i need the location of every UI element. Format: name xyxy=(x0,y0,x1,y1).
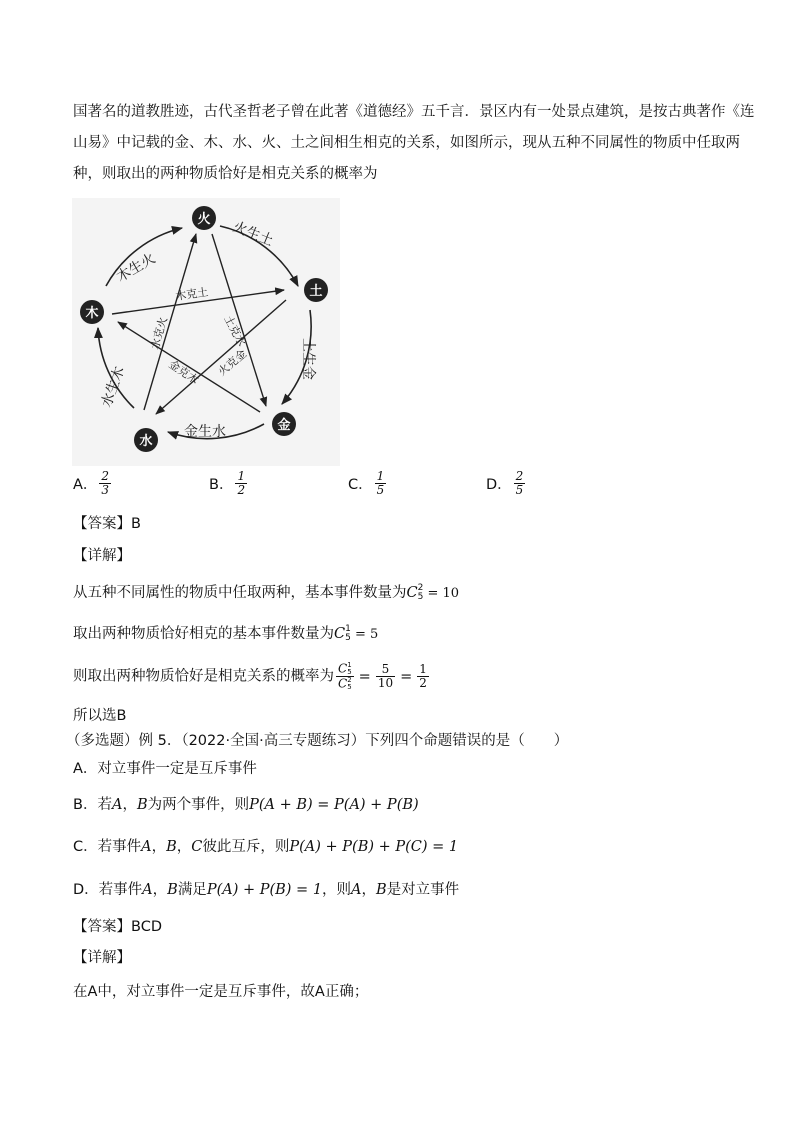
label-wood-fire: 木生火 xyxy=(114,250,159,286)
q2-detail-label: 【详解】 xyxy=(73,950,131,966)
q2-b-mid: ， xyxy=(122,797,137,813)
q2-d-pre: D．若事件 xyxy=(73,882,143,898)
q2-d-post: 是对立事件 xyxy=(386,882,460,898)
option-a-den: 3 xyxy=(101,483,110,497)
q2-option-d xyxy=(73,880,459,900)
option-a-label: A． xyxy=(73,477,98,493)
q1-answer xyxy=(73,514,141,534)
q2-b-a: A xyxy=(111,797,123,813)
q1-s2-text: 取出两种物质恰好相克的基本事件数量为 xyxy=(73,626,334,642)
q1-s3-f1-num-c: C xyxy=(338,661,348,676)
five-elements-diagram xyxy=(72,198,340,466)
option-b-label: B． xyxy=(209,477,234,493)
q2-detail-1: 在A中，对立事件一定是互斥事件，故A正确； xyxy=(73,984,369,1000)
label-earth-metal: 土生金 xyxy=(300,338,316,380)
q2-c-b: B xyxy=(166,839,177,855)
q2-d-sep: ， xyxy=(152,882,168,898)
q1-s3-f1-den-index xyxy=(347,677,351,691)
node-metal xyxy=(272,412,296,436)
q1-s3-f1-den xyxy=(336,677,354,691)
q2-d-then: ，则 xyxy=(322,882,352,898)
q2-d-mid: 满足 xyxy=(177,882,207,898)
intro-line-3: 种，则取出的两种物质恰好是相克关系的概率为 xyxy=(73,166,378,182)
q2-answer xyxy=(73,917,162,937)
label-metal-wood: 金克木 xyxy=(166,357,201,387)
option-d-num: 2 xyxy=(515,469,524,483)
q2-option-b xyxy=(73,795,419,815)
q1-s2-sup: 1 xyxy=(345,624,351,634)
q2-c-c: C xyxy=(191,839,203,855)
q2-c-a: A xyxy=(141,839,152,855)
option-b xyxy=(209,470,249,497)
q1-s1-eq: = 10 xyxy=(423,586,460,601)
q2-c-formula: P(A) + P(B) + P(C) = 1 xyxy=(289,839,459,855)
q1-s3-f1-num xyxy=(336,662,354,677)
option-d xyxy=(486,470,527,497)
node-fire-label: 火 xyxy=(197,212,211,227)
node-wood xyxy=(80,300,104,324)
q1-s3-f1-den-c: C xyxy=(338,676,348,691)
node-water xyxy=(134,428,158,452)
q2-c-post: 彼此互斥，则 xyxy=(202,839,290,855)
q1-s3-f1-num-index xyxy=(347,662,351,676)
q1-s2-eq: = 5 xyxy=(350,627,379,642)
q2-d-b2: B xyxy=(376,882,387,898)
q1-s3-eq2: = xyxy=(400,668,413,685)
q1-step-1 xyxy=(73,583,459,604)
q1-answer-label: 【答案】 xyxy=(73,516,131,532)
q1-s3-text: 则取出两种物质恰好是相克关系的概率为 xyxy=(73,668,334,685)
q2-d-sep2: ， xyxy=(361,882,377,898)
q2-answer-label: 【答案】 xyxy=(73,919,131,935)
q2-header: （多选题）例 5．（2022·全国·高三专题练习）下列四个命题错误的是（ ） xyxy=(66,733,569,749)
q2-d-a: A xyxy=(142,882,153,898)
q2-b-b: B xyxy=(136,797,148,813)
option-b-fraction xyxy=(235,470,247,497)
option-d-label: D． xyxy=(486,477,512,493)
q2-option-c xyxy=(73,837,458,857)
label-earth-water: 土克水 xyxy=(221,313,249,349)
q1-s3-eq1: = xyxy=(358,668,371,685)
q2-d-formula: P(A) + P(B) = 1 xyxy=(206,882,323,898)
q1-s1-sup: 2 xyxy=(417,583,424,593)
q1-s1-c: C xyxy=(406,585,418,601)
label-fire-metal: 火克金 xyxy=(215,347,250,379)
node-metal-label: 金 xyxy=(277,418,291,433)
q2-d-b: B xyxy=(167,882,178,898)
q1-s2-c: C xyxy=(334,626,346,642)
q1-s3-frac2 xyxy=(376,663,395,690)
option-a-fraction xyxy=(99,470,111,497)
node-wood-label: 木 xyxy=(85,306,99,321)
q1-detail-label: 【详解】 xyxy=(73,548,131,564)
label-water-wood: 水生木 xyxy=(98,364,129,410)
q2-b-formula: P(A + B) = P(A) + P(B) xyxy=(249,797,419,813)
intro-line-1: 国著名的道教胜迹，古代圣哲老子曾在此著《道德经》五千言．景区内有一处景点建筑，是按古典著作《连 xyxy=(73,104,755,120)
q1-s3-f3-num: 1 xyxy=(419,662,427,676)
node-fire xyxy=(192,206,216,230)
q1-step-3 xyxy=(73,662,431,691)
q1-answer-value: B xyxy=(131,516,141,532)
q2-d-a2: A xyxy=(351,882,362,898)
option-c-label: C． xyxy=(348,477,373,493)
q1-s3-f2-num: 5 xyxy=(376,663,395,677)
q2-c-sep1: ， xyxy=(151,839,167,855)
option-d-den: 5 xyxy=(515,483,524,497)
q2-answer-value: BCD xyxy=(131,919,162,935)
q1-s2-sub: 5 xyxy=(345,633,351,643)
q1-s3-frac1 xyxy=(336,662,354,691)
q1-conclusion: 所以选B xyxy=(73,708,127,724)
label-wood-earth: 木克土 xyxy=(174,285,210,303)
option-c-num: 1 xyxy=(376,469,385,483)
option-b-den: 2 xyxy=(237,483,246,497)
option-c-den: 5 xyxy=(376,483,385,497)
label-water-fire: 水克火 xyxy=(148,315,170,351)
label-fire-earth: 火生土 xyxy=(230,218,276,250)
q2-b-post: 为两个事件，则 xyxy=(147,797,250,813)
option-a xyxy=(73,470,113,497)
option-c-fraction xyxy=(375,470,387,497)
q1-s3-f1-num-sup: 1 xyxy=(347,661,352,669)
q2-c-pre: C．若事件 xyxy=(73,839,142,855)
q1-s3-f3-den: 2 xyxy=(419,676,427,690)
node-water-label: 水 xyxy=(139,434,153,449)
option-c xyxy=(348,470,388,497)
q1-s3-f1-den-sub: 5 xyxy=(347,683,352,691)
node-earth xyxy=(304,278,328,302)
q1-s1-text: 从五种不同属性的物质中任取两种，基本事件数量为 xyxy=(73,585,407,601)
q2-c-sep2: ， xyxy=(176,839,192,855)
intro-line-2: 山易》中记载的金、木、水、火、土之间相生相克的关系，如图所示，现从五种不同属性的物质中任取两 xyxy=(73,135,740,151)
q2-b-pre: B．若 xyxy=(73,797,112,813)
q1-step-2 xyxy=(73,624,378,645)
q2-option-a: A．对立事件一定是互斥事件 xyxy=(73,761,257,777)
option-b-num: 1 xyxy=(237,469,246,483)
option-d-fraction xyxy=(514,470,526,497)
option-a-num: 2 xyxy=(101,469,110,483)
q1-s3-f1-den-sup: 2 xyxy=(347,676,352,684)
q1-s1-sub: 5 xyxy=(417,592,424,602)
label-metal-water: 金生水 xyxy=(184,424,226,440)
q1-s3-f1-num-sub: 5 xyxy=(347,668,352,676)
q1-s3-frac3 xyxy=(417,663,429,690)
q1-s3-f2-den: 10 xyxy=(377,676,394,690)
node-earth-label: 土 xyxy=(309,284,323,299)
